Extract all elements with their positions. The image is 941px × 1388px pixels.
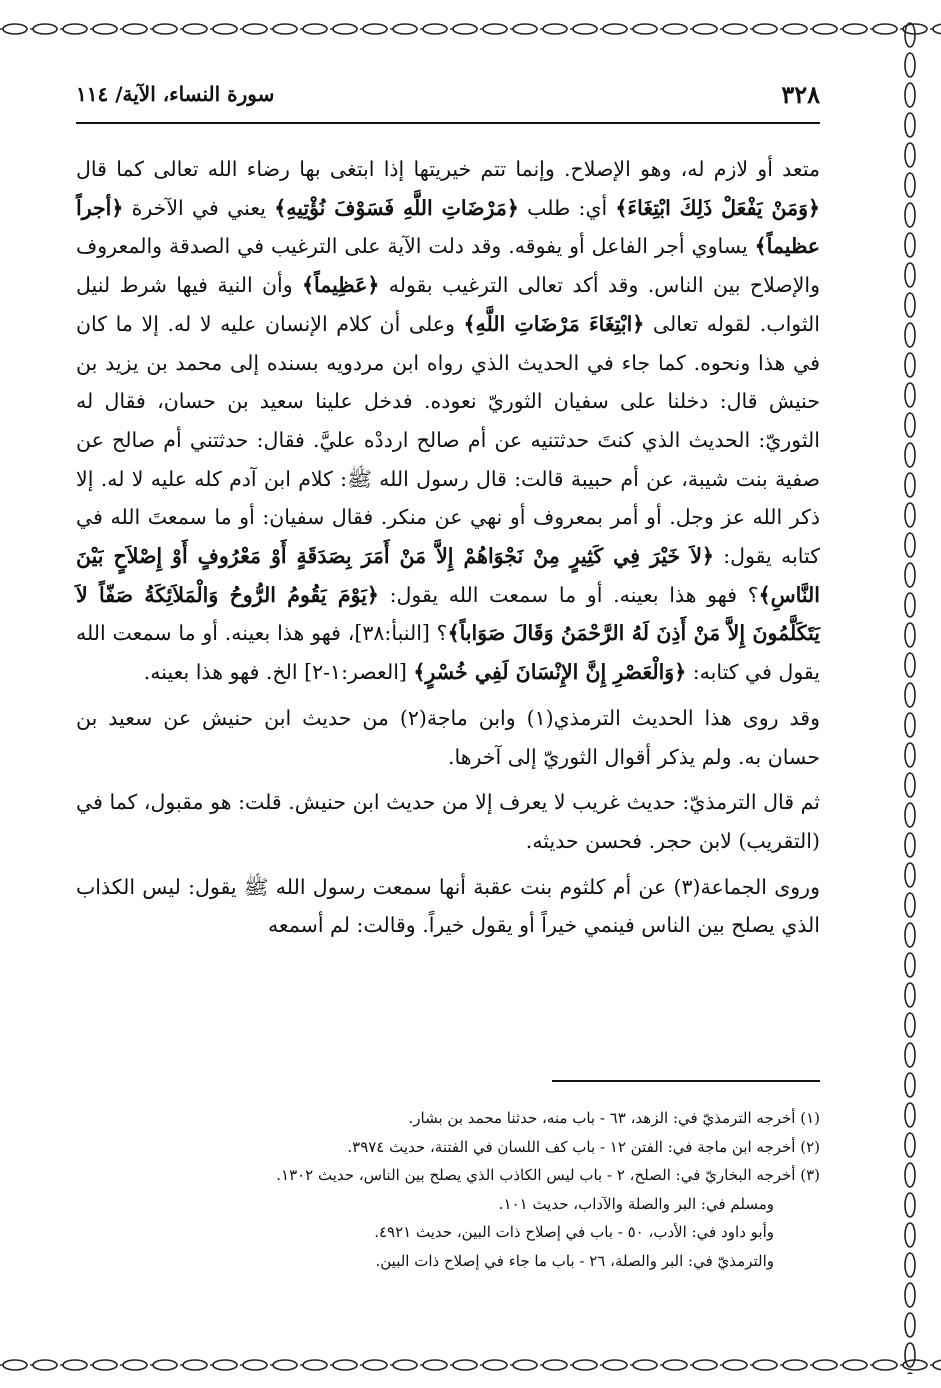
- quran-quote: ﴿وَمَنْ يَفْعَلْ ذَلِكَ ابْتِغَاءَ﴾: [615, 195, 820, 220]
- quran-quote: ﴿ابْتِغَاءَ مَرْضَاتِ اللَّهِ﴾: [463, 311, 645, 336]
- text-span: وعلى أن كلام الإنسان عليه لا له. إلا ما كان في هذا ونحوه. كما جاء في الحديث الذي رواه ابن مردويه بسنده إلى محمد بن يزيد بن حنيش قال: دخلنا على سفيان الثوريّ نعوده. فدخل علينا سعيد بن حسان، فقال له الثوريّ: الحديث الذي كنتَ حدثتنيه عن أم صالح ارددْه عليَّ. فقال: حدثتني أم صالح عن صفية بنت شيبة، عن أم حبيبة قالت: قال رسول الله ﷺ: كلام ابن آدم كله عليه لا له. إلا ذكر الله عز وجل. أو أمر بمعروف أو نهي عن منكر. فقال سفيان: أو ما سمعتَ الله في كتابه يقول:: [76, 311, 820, 569]
- text-span: يعني في الآخرة: [123, 195, 275, 220]
- page-header-area: [76, 60, 820, 109]
- quran-quote: ﴿وَالْعَصْرِ إِنَّ الإِنْسَانَ لَفِي خُسْرٍ﴾: [413, 660, 687, 685]
- text-span: [العصر:١-٢] الخ. فهو هذا بعينه.: [143, 660, 414, 685]
- quran-quote: ﴿عَظِيماً﴾: [302, 273, 380, 298]
- decorative-border-top: [0, 20, 941, 38]
- footnote-3: (٣) أخرجه البخاريّ في: الصلح، ٢ - باب ليس الكاذب الذي يصلح بين الناس، حديث ١٣٠٢.: [276, 1166, 820, 1184]
- text-span: وأن النية فيها شرط لنيل الثواب. لقوله تعالى: [76, 273, 820, 336]
- text-span: ؟ فهو هذا بعينه. أو ما سمعت الله يقول:: [378, 582, 759, 607]
- paragraph-1: [76, 150, 820, 692]
- running-title: سورة النساء، الآية/ ١١٤: [76, 82, 275, 106]
- quran-quote: ﴿أجراً عظيماً﴾: [76, 195, 820, 259]
- paragraph-2: وقد روى هذا الحديث الترمذي(١) وابن ماجة(٢) من حديث ابن حنيش عن سعيد بن حسان به. ولم يذكر أقوال الثوريّ إلى آخرها.: [76, 705, 820, 769]
- decorative-border-right: [901, 20, 919, 1374]
- paragraph-3: ثم قال الترمذيّ: حديث غريب لا يعرف إلا من حديث ابن حنيش. قلت: هو مقبول، كما في (التقريب) لابن حجر. فحسن حديثه.: [76, 790, 820, 853]
- quran-quote: ﴿مَرْضَاتِ اللَّهِ فَسَوْفَ نُؤْتِيهِ﴾: [274, 195, 519, 220]
- footnote-3-continuation: وأبو داود في: الأدب، ٥٠ - باب في إصلاح ذات البين، حديث ٤٩٢١.: [374, 1223, 774, 1241]
- footnotes: [76, 1104, 820, 1275]
- running-header: [76, 60, 820, 109]
- text-span: يساوي أجر الفاعل أو يفوقه. وقد دلت الآية على الترغيب في الصدقة والمعروف والإصلاح بين الناس. وقد أكد تعالى الترغيب بقوله: [76, 234, 820, 298]
- quran-quote: ﴿يَوْمَ يَقُومُ الرُّوحُ وَالْمَلاَئِكَةُ صَفّاً لاَ يَتَكَلَّمُونَ إِلاَّ مَنْ أَذِنَ لَهُ الرَّحْمَنُ وَقَالَ صَوَاباً﴾: [76, 582, 820, 646]
- footnote-3-continuation: ومسلم في: البر والصلة والآداب، حديث ١٠١.: [498, 1194, 774, 1213]
- text-span: ؟ [النبأ:٣٨]، فهو هذا بعينه. أو ما سمعت الله يقول في كتابه:: [76, 621, 820, 685]
- footnote-1: (١) أخرجه الترمذيّ في: الزهد، ٦٣ - باب منه، حدثنا محمد بن بشار.: [408, 1109, 820, 1127]
- paragraph-4: وروى الجماعة(٣) عن أم كلثوم بنت عقبة أنها سمعت رسول الله ﷺ يقول: ليس الكذاب الذي يصلح بين الناس فينمي خيراً أو يقول خيراً. وقالت: لم أسمعه: [76, 874, 820, 938]
- footnote-rule: [552, 1080, 820, 1082]
- main-text: [76, 150, 820, 945]
- header-rule: [76, 122, 820, 124]
- footnote-3-continuation: والترمذيّ في: البر والصلة، ٢٦ - باب ما جاء في إصلاح ذات البين.: [375, 1251, 774, 1270]
- quran-quote: ﴿لاَ خَيْرَ فِي كَثِيرٍ مِنْ نَجْوَاهُمْ إِلاَّ مَنْ أَمَرَ بِصَدَقَةٍ أَوْ مَعْرُوفٍ أَوْ إِصْلاَحٍ بَيْنَ النَّاسِ﴾: [76, 544, 820, 607]
- text-span: أي: طلب: [518, 195, 616, 220]
- text-span: متعد أو لازم له، وهو الإصلاح. وإنما تتم خيريتها إذا ابتغى بها رضاء الله تعالى كما قال: [76, 157, 820, 181]
- decorative-border-bottom: [0, 1356, 941, 1374]
- footnote-2: (٢) أخرجه ابن ماجة في: الفتن ١٢ - باب كف اللسان في الفتنة، حديث ٣٩٧٤.: [347, 1137, 820, 1156]
- page-number: ٣٢٨: [781, 80, 820, 109]
